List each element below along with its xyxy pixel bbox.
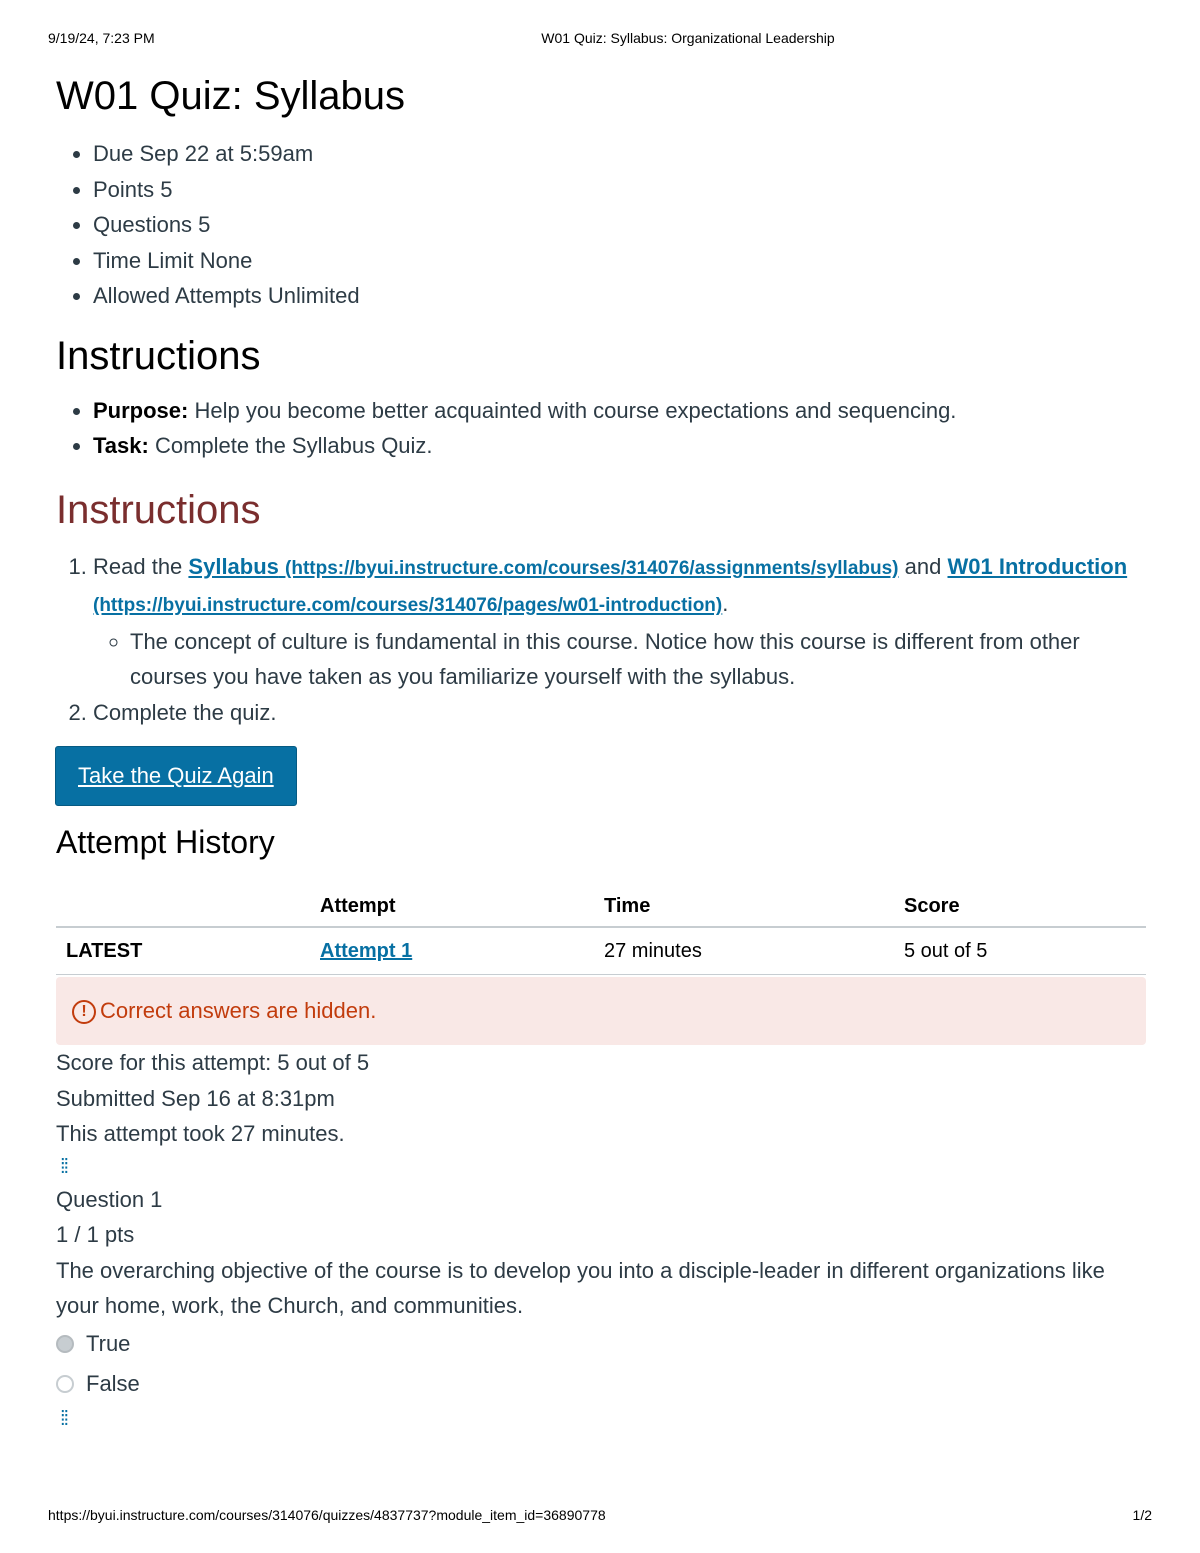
task-label: Task: — [93, 433, 149, 458]
quiz-title: W01 Quiz: Syllabus — [56, 74, 406, 118]
answer-label: True — [86, 1330, 131, 1356]
question-1 — [56, 1182, 1146, 1324]
answer-false[interactable] — [56, 1364, 1146, 1404]
quiz-details-list — [56, 136, 1146, 314]
time-cell: 27 minutes — [594, 927, 894, 975]
detail-attempts: • Allowed Attempts Unlimited — [93, 278, 1146, 314]
attempt-duration: This attempt took 27 minutes. — [56, 1121, 345, 1146]
print-header — [0, 30, 1200, 50]
syllabus-link[interactable]: Syllabus (https://byui.instructure.com/courses/314076/assignments/syllabus) — [188, 553, 899, 579]
step-1-sublist — [93, 624, 1146, 695]
answer-true[interactable] — [56, 1324, 1146, 1364]
drag-handle-icon[interactable]: ⁞⁞ — [60, 1155, 68, 1178]
button-wrap — [56, 746, 1146, 806]
print-page-title: W01 Quiz: Syllabus: Organizational Leadership — [541, 30, 835, 46]
attempt-summary — [56, 1045, 1146, 1152]
column-header-attempt: Attempt — [310, 886, 594, 927]
purpose-item — [93, 393, 1146, 429]
alert-text: Correct answers are hidden. — [100, 998, 377, 1023]
purpose-text: Help you become better acquainted with course expectations and sequencing. — [194, 397, 957, 423]
print-footer — [0, 1507, 1200, 1527]
attempt-1-link[interactable]: Attempt 1 — [320, 939, 413, 962]
answer-label: False — [86, 1370, 140, 1396]
main-content — [56, 72, 1146, 1434]
attempt-score: Score for this attempt: 5 out of 5 — [56, 1050, 370, 1075]
attempt-history-table — [56, 886, 1146, 975]
score-cell: 5 out of 5 — [894, 927, 1146, 975]
step-1: 1. Read the Syllabus (https://byui.instructure.com/courses/314076/assignments/syllabus) and W01 Introduction (https://byui.instructure.com/courses/314076/pages/w01-introduction). ◦ The concept of culture is fundamental in this course. Notice how this course is different from other courses you have taken as you familiarize yourself with the syllabus. — [93, 549, 1146, 695]
instructions-list — [56, 393, 1146, 464]
column-header-score: Score — [894, 886, 1146, 927]
table-row — [56, 927, 1146, 975]
instructions-heading: Instructions — [56, 333, 261, 378]
question-title: Question 1 — [56, 1186, 163, 1212]
culture-note: ◦ The concept of culture is fundamental in this course. Notice how this course is different from other courses you have taken as you familiarize yourself with the syllabus. — [130, 624, 1146, 695]
detail-time-limit: • Time Limit None — [93, 243, 1146, 279]
task-text: Complete the Syllabus Quiz. — [154, 433, 433, 458]
instruction-steps — [56, 549, 1146, 731]
attempt-submitted: Submitted Sep 16 at 8:31pm — [56, 1085, 335, 1111]
table-header-row — [56, 886, 1146, 927]
step-1-prefix: Read the — [93, 553, 183, 579]
question-text: The overarching objective of the course is to develop you into a disciple-leader in different organizations like your home, work, the Church, and communities. — [56, 1257, 1105, 1318]
drag-handle-icon[interactable]: ⁞⁞ — [60, 1407, 68, 1430]
take-quiz-again-button[interactable]: Take the Quiz Again — [55, 746, 297, 806]
question-points: 1 / 1 pts — [56, 1222, 135, 1247]
detail-points: • Points 5 — [93, 172, 1146, 208]
alert-circle-icon: ! — [72, 1000, 96, 1024]
print-page-number: 1/2 — [1132, 1507, 1152, 1523]
column-header-time: Time — [594, 886, 894, 927]
attempt-history-heading: Attempt History — [56, 824, 275, 860]
print-url: https://byui.instructure.com/courses/314076/quizzes/4837737?module_item_id=36890778 — [48, 1507, 606, 1523]
purpose-label: Purpose: — [93, 397, 189, 423]
w01-introduction-link[interactable]: W01 Introduction (https://byui.instructure.com/courses/314076/pages/w01-introduction) — [93, 553, 1128, 616]
radio-selected-icon[interactable] — [56, 1335, 74, 1353]
radio-unselected-icon[interactable] — [56, 1375, 74, 1393]
latest-label: LATEST — [56, 927, 310, 975]
attempt-cell — [310, 927, 594, 975]
detail-due: • Due Sep 22 at 5:59am — [93, 136, 1146, 172]
task-item — [93, 428, 1146, 464]
step-2: 2. Complete the quiz. — [93, 695, 1146, 731]
instructions-heading-2: Instructions — [56, 487, 261, 532]
column-header-blank — [56, 886, 310, 927]
and-text: and — [904, 553, 942, 579]
hidden-answers-alert — [56, 977, 1146, 1045]
print-date: 9/19/24, 7:23 PM — [48, 30, 155, 46]
detail-questions: • Questions 5 — [93, 207, 1146, 243]
